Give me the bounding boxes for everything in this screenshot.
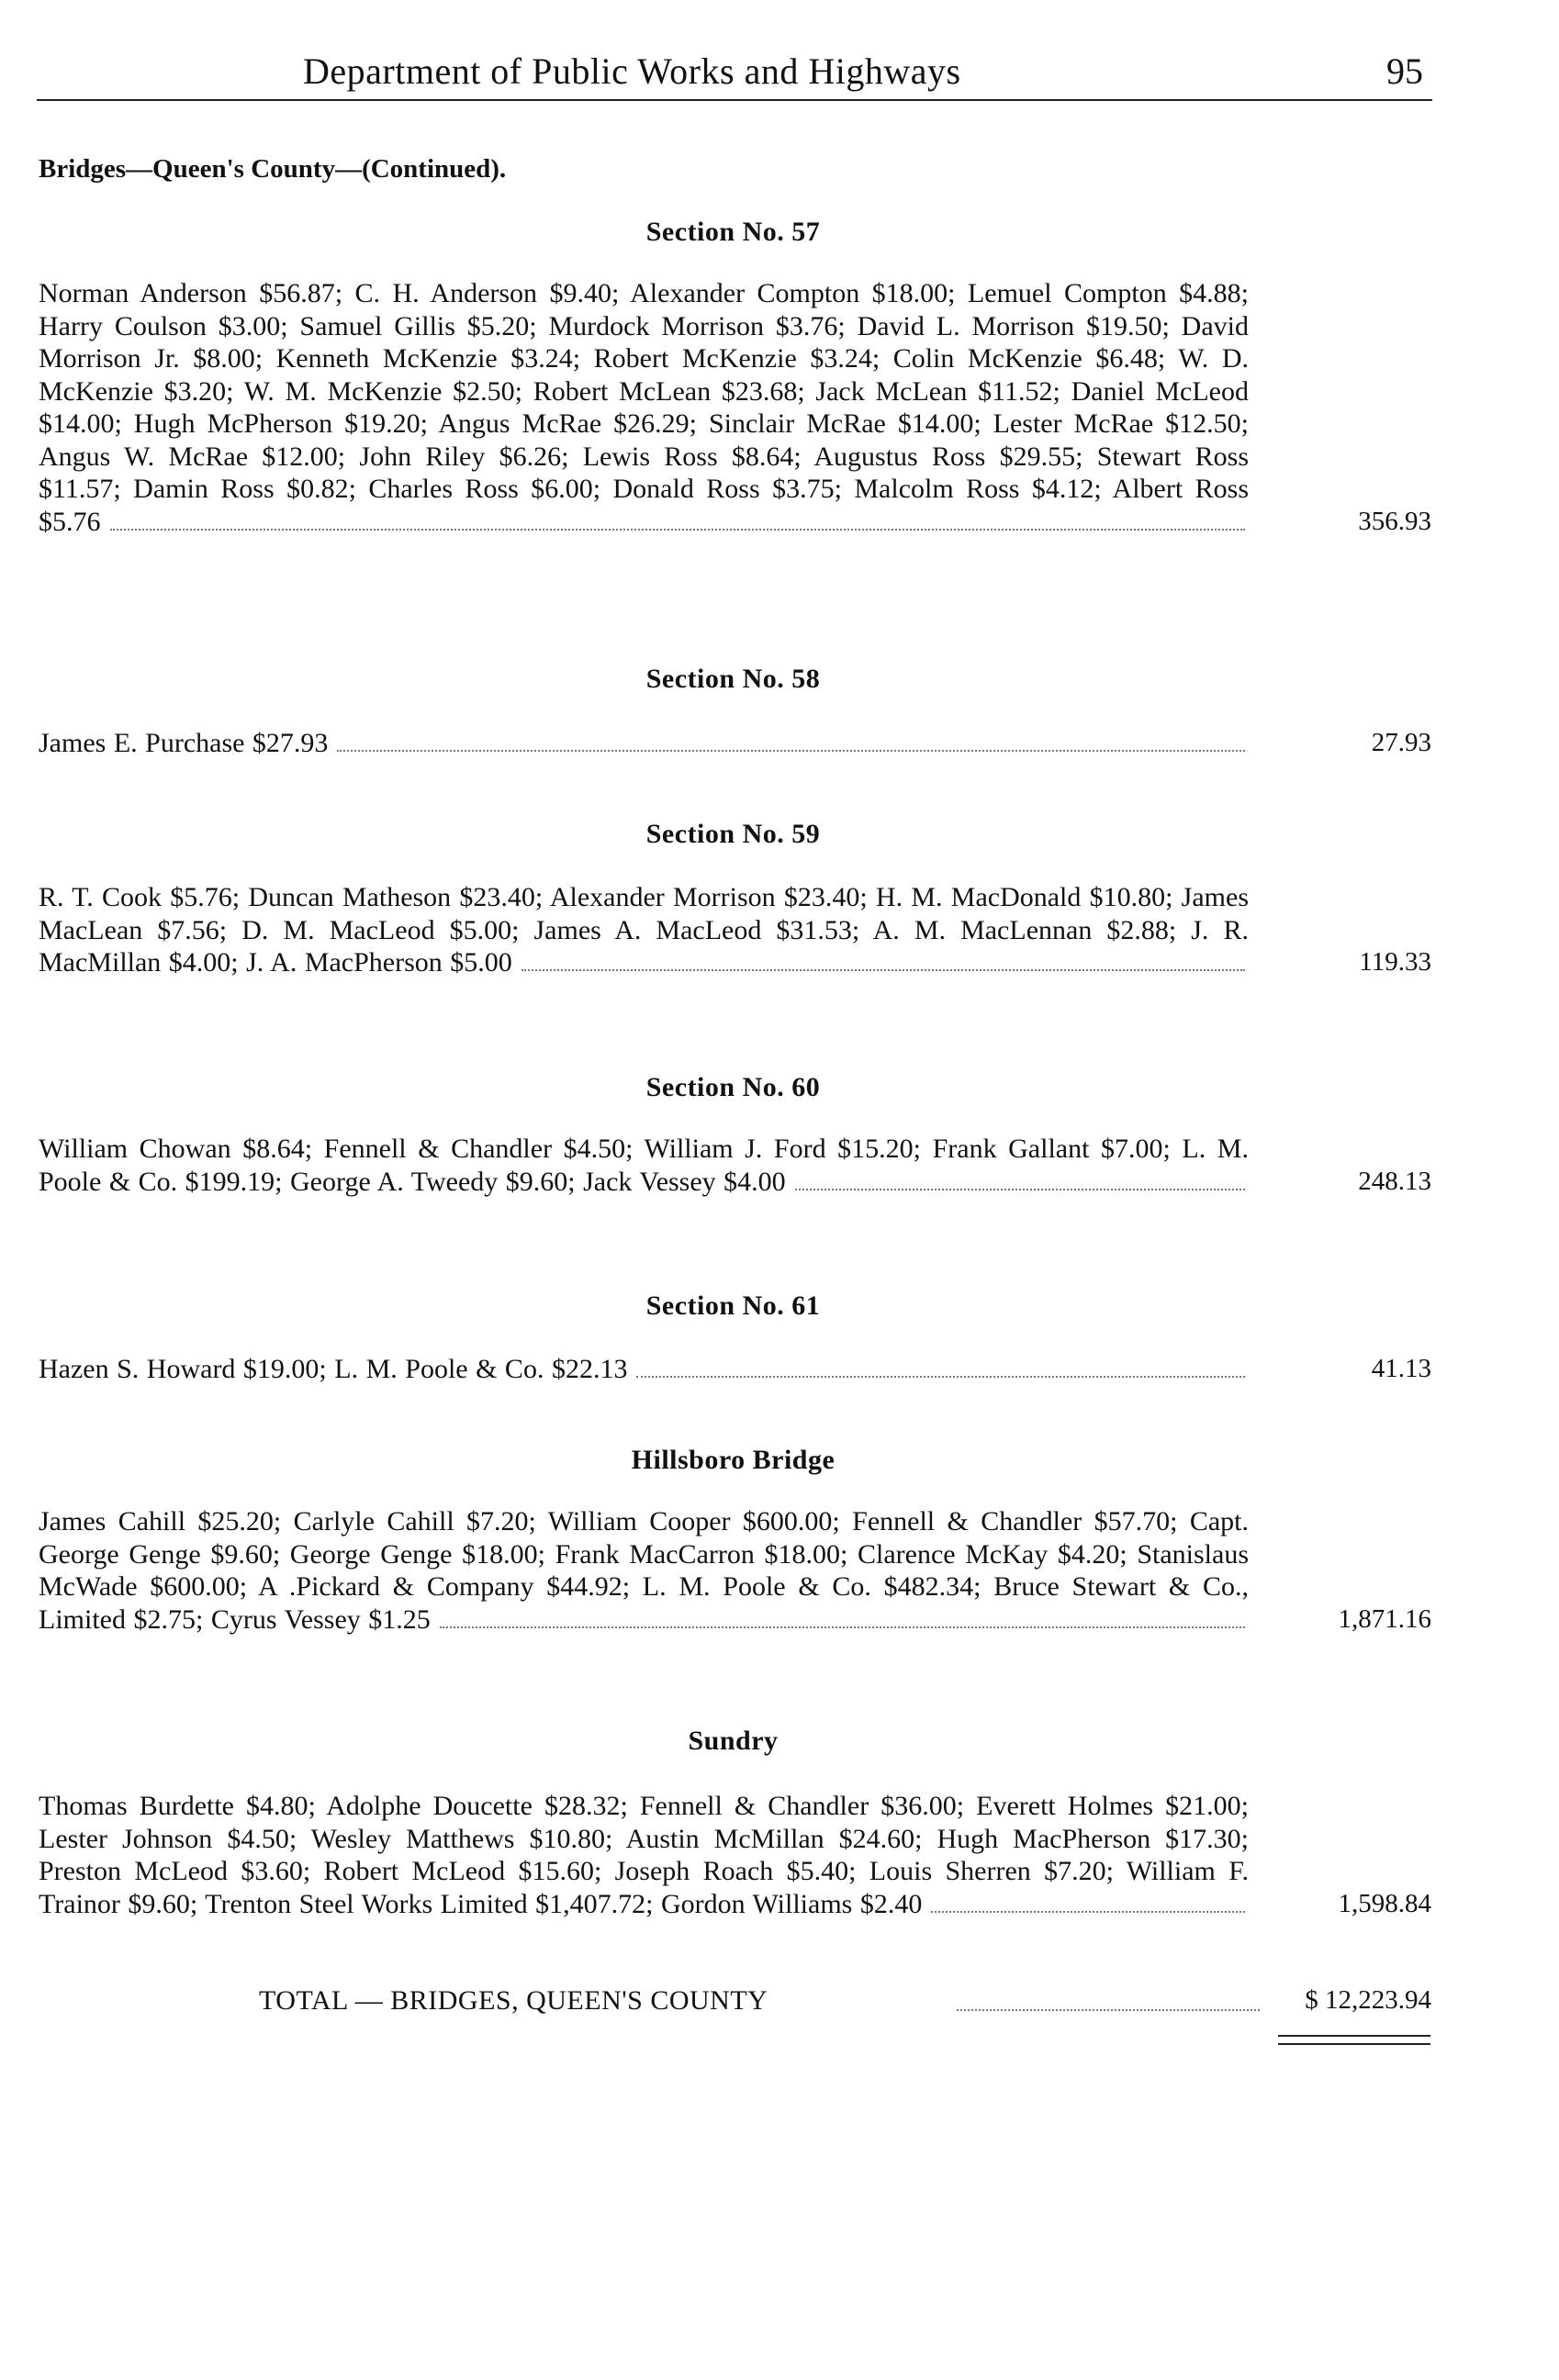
dot-leader	[110, 529, 1246, 531]
section-entry-59	[39, 881, 1431, 979]
section-amount: 1,598.84	[1338, 1888, 1431, 1918]
section-entry-60	[39, 1133, 1431, 1198]
section-amount: 356.93	[1358, 506, 1431, 536]
dot-leader	[522, 969, 1245, 971]
payee-list: Hazen S. Howard $19.00; L. M. Poole & Co. $22.13	[39, 1353, 1249, 1386]
page-number: 95	[1386, 50, 1423, 92]
section-amount: 119.33	[1359, 947, 1431, 977]
dot-leader	[440, 1626, 1245, 1628]
section-title-hillsboro-bridge: Hillsboro Bridge	[631, 1445, 836, 1475]
section-entry-sundry	[39, 1790, 1431, 1920]
section-title-58: Section No. 58	[645, 664, 821, 694]
section-entry-hillsboro-bridge	[39, 1505, 1431, 1636]
total-amount: $ 12,223.94	[1305, 1985, 1431, 2015]
dot-leader	[795, 1189, 1245, 1190]
payee-list: William Chowan $8.64; Fennell & Chandler $4.50; William J. Ford $15.20; Frank Gallant $7.00; L. M. Poole & Co. $199.19; George A. Tweedy $9.60; Jack Vessey $4.00	[39, 1134, 1249, 1197]
section-entry-57	[39, 277, 1431, 538]
running-title: Department of Public Works and Highways	[303, 50, 961, 92]
section-amount: 41.13	[1371, 1354, 1431, 1383]
payee-list: James E. Purchase $27.93	[39, 727, 1249, 760]
dot-leader	[337, 750, 1245, 752]
section-amount: 1,871.16	[1338, 1603, 1431, 1634]
payee-list: R. T. Cook $5.76; Duncan Matheson $23.40; Alexander Morrison $23.40; H. M. MacDonald $10.80; James MacLean $7.56; D. M. MacLeod $5.00; James A. MacLeod $31.53; A. M. MacLennan $2.88; J. R. MacMillan $4.00; J. A. MacPherson $5.00	[39, 882, 1249, 978]
section-title-60: Section No. 60	[645, 1072, 821, 1102]
total-underline	[1278, 2035, 1430, 2037]
total-double-underline	[1278, 2043, 1430, 2045]
page-header	[37, 44, 1432, 101]
payee-list: Thomas Burdette $4.80; Adolphe Doucette $28.32; Fennell & Chandler $36.00; Everett Holmes $21.00; Lester Johnson $4.50; Wesley Matthews $10.80; Austin McMillan $24.60; Hugh MacPherson $17.30; Preston McLeod $3.60; Robert McLeod $15.60; Joseph Roach $5.40; Louis Sherren $7.20; William F. Trainor $9.60; Trenton Steel Works Limited $1,407.72; Gordon Williams $2.40	[39, 1791, 1249, 1919]
payee-list: James Cahill $25.20; Carlyle Cahill $7.20; William Cooper $600.00; Fennell & Chandler $57.70; Capt. George Genge $9.60; George Genge $18.00; Frank MacCarron $18.00; Clarence McKay $4.20; Stanislaus McWade $600.00; A .Pickard & Company $44.92; L. M. Poole & Co. $482.34; Bruce Stewart & Co., Limited $2.75; Cyrus Vessey $1.25	[39, 1506, 1249, 1635]
section-title-61: Section No. 61	[645, 1291, 821, 1321]
section-amount: 27.93	[1371, 728, 1431, 757]
total-label: TOTAL — BRIDGES, QUEEN'S COUNTY	[259, 1985, 768, 2016]
dot-leader	[957, 2009, 1260, 2011]
payee-list: Norman Anderson $56.87; C. H. Anderson $9.40; Alexander Compton $18.00; Lemuel Compton $4.88; Harry Coulson $3.00; Samuel Gillis $5.20; Murdock Morrison $3.76; David L. Morrison $19.50; David Morrison Jr. $8.00; Kenneth McKenzie $3.24; Robert McKenzie $3.24; Colin McKenzie $6.48; W. D. McKenzie $3.20; W. M. McKenzie $2.50; Robert McLean $23.68; Jack McLean $11.52; Daniel McLeod $14.00; Hugh McPherson $19.20; Angus McRae $26.29; Sinclair McRae $14.00; Lester McRae $12.50; Angus W. McRae $12.00; John Riley $6.26; Lewis Ross $8.64; Augustus Ross $29.55; Stewart Ross $11.57; Damin Ross $0.82; Charles Ross $6.00; Donald Ross $3.75; Malcolm Ross $4.12; Albert Ross $5.76	[39, 278, 1249, 537]
grand-total-row	[39, 1985, 1431, 2022]
section-title-sundry: Sundry	[688, 1726, 779, 1756]
section-amount: 248.13	[1358, 1166, 1431, 1196]
dot-leader	[636, 1376, 1245, 1378]
dot-leader	[931, 1911, 1245, 1913]
continued-heading: Bridges—Queen's County—(Continued).	[39, 154, 507, 184]
section-entry-58	[39, 727, 1431, 760]
section-title-57: Section No. 57	[645, 217, 821, 247]
section-title-59: Section No. 59	[645, 819, 821, 849]
section-entry-61	[39, 1353, 1431, 1386]
